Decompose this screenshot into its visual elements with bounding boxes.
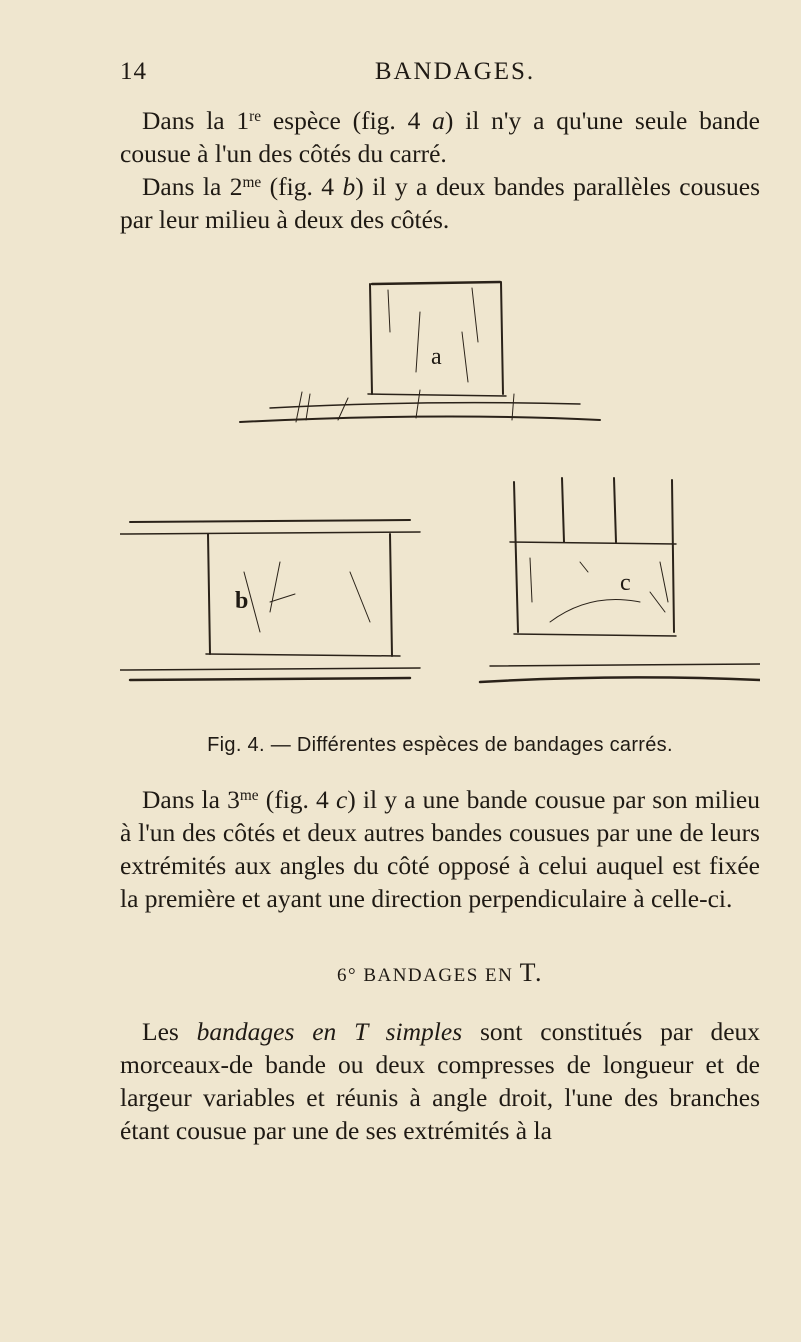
bandage-b-drawing	[120, 520, 420, 680]
figure-label-a: a	[431, 344, 442, 370]
page-number: 14	[120, 58, 147, 85]
figure-label-c: c	[620, 570, 631, 596]
paragraph-3: Dans la $3^{me}$ (fig. 4 c) il y a une bande cousue par son milieu à l'un des côtés et deux autres bandes cousues par une de leurs extrémités aux angles du côté opposé à celui auquel est fixée la première et ayant une direction perpendiculaire à celle-ci.	[120, 785, 760, 913]
figure-caption: Fig. 4. — Différentes espèces de bandages carrés.	[207, 734, 673, 756]
paragraph-1: Dans la 1re espèce (fig. 4 a) il n'y a qu'une seule bande cousue à l'un des côtés du carré.	[120, 106, 761, 168]
paragraph-4: Les bandages en T simples sont constitués par deux morceaux-de bande ou deux compresses de longueur et de largeur variables et réunis à angle droit, l'une des branches étant cousue par une de ses extrémités à la	[120, 1017, 761, 1145]
section-title-small: BANDAGES EN	[363, 965, 514, 986]
figure-4-illustration	[120, 272, 760, 742]
running-head	[120, 58, 760, 94]
running-title: BANDAGES.	[374, 58, 536, 85]
section-title-big: T.	[519, 958, 544, 987]
section-number: 6°	[336, 965, 358, 986]
bandage-a-drawing	[240, 282, 600, 422]
bandage-drawings	[120, 272, 760, 732]
section-heading	[120, 958, 760, 988]
figure-label-b: b	[235, 588, 249, 614]
paragraph-2: Dans la $2^{me}$ (fig. 4 b) il y a deux bandes parallèles cousues par leur milieu à deux des côtés.	[120, 172, 760, 234]
